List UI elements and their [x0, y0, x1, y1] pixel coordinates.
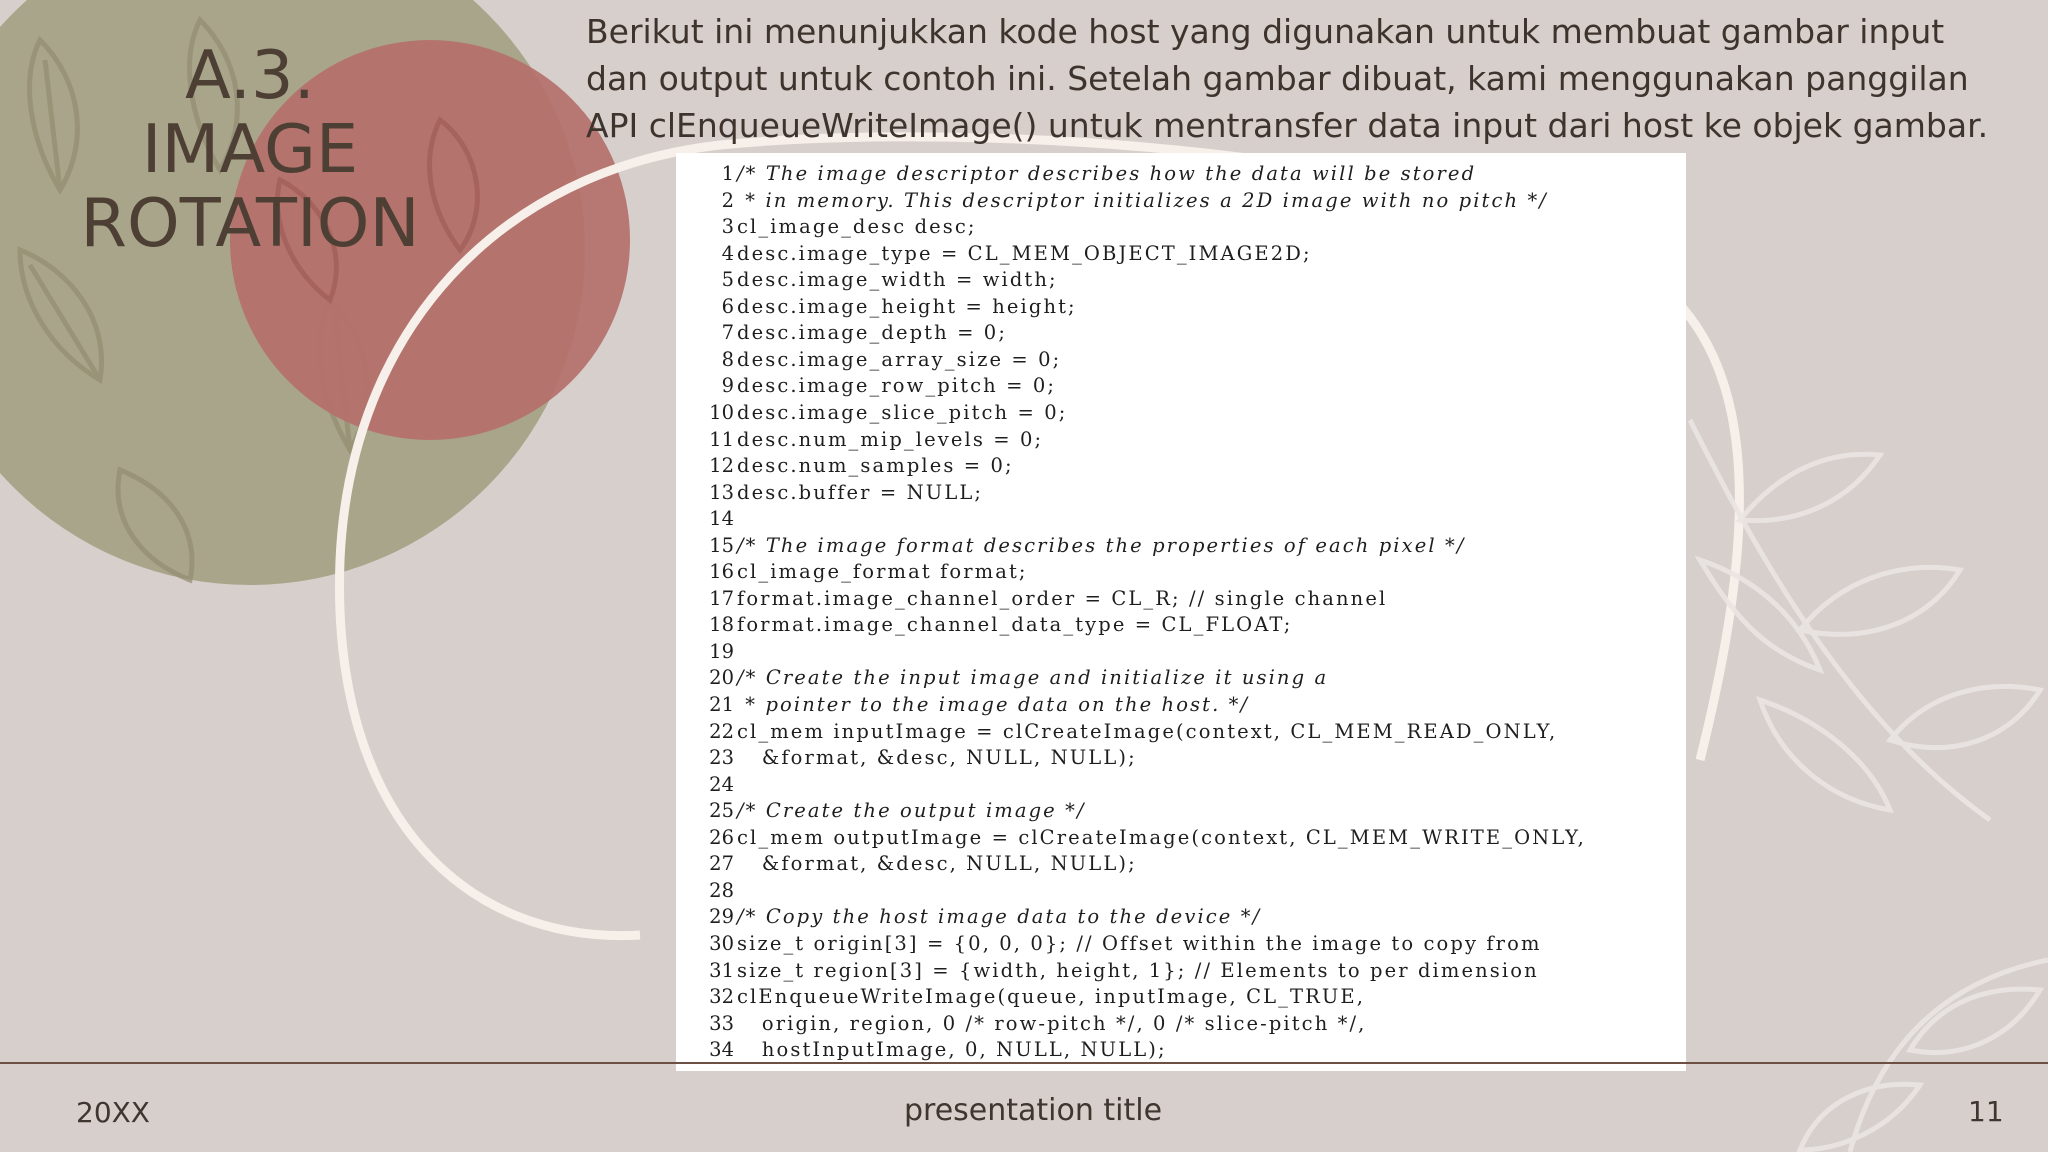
- line-number: 12: [709, 454, 734, 478]
- code-text: desc.image_width = width;: [737, 268, 1058, 292]
- code-text: desc.num_samples = 0;: [737, 454, 1014, 478]
- line-number: 17: [709, 586, 734, 610]
- code-line: [676, 454, 1686, 481]
- code-text: /* Create the output image */: [737, 799, 1086, 823]
- line-number: 11: [709, 427, 734, 451]
- code-line: [676, 268, 1686, 295]
- code-line: [676, 640, 1686, 667]
- code-line: [676, 852, 1686, 879]
- code-text: clEnqueueWriteImage(queue, inputImage, CL_TRUE,: [737, 985, 1366, 1009]
- line-number: 13: [709, 480, 734, 504]
- intro-paragraph: Berikut ini menunjukkan kode host yang digunakan untuk membuat gambar input dan output untuk contoh ini. Setelah gambar dibuat, kami menggunakan panggilan API clEnqueueWriteImage() untuk mentransfer data input dari host ke objek gambar.: [586, 12, 1989, 145]
- code-text: /* The image format describes the properties of each pixel */: [737, 533, 1466, 557]
- code-line: [676, 720, 1686, 747]
- code-text: /* Create the input image and initialize it using a: [737, 666, 1329, 690]
- code-line: [676, 985, 1686, 1012]
- title-line: A.3.: [185, 36, 315, 114]
- line-number: 9: [721, 374, 734, 398]
- code-line: [676, 374, 1686, 401]
- line-number: 33: [709, 1011, 734, 1035]
- code-text: size_t region[3] = {width, height, 1}; // Elements to per dimension: [737, 958, 1539, 982]
- line-number: 2: [721, 188, 734, 212]
- line-number: 14: [709, 507, 734, 531]
- code-text: cl_mem inputImage = clCreateImage(context, CL_MEM_READ_ONLY,: [737, 719, 1558, 743]
- code-line: [676, 932, 1686, 959]
- code-line: [676, 826, 1686, 853]
- code-line: [676, 666, 1686, 693]
- code-line: [676, 773, 1686, 800]
- code-line: [676, 905, 1686, 932]
- code-text: /* The image descriptor describes how the data will be stored: [737, 162, 1477, 185]
- code-line: [676, 215, 1686, 242]
- line-number: 31: [709, 958, 734, 982]
- line-number: 24: [709, 772, 734, 796]
- code-text: origin, region, 0 /* row-pitch */, 0 /* slice-pitch */,: [737, 1011, 1367, 1035]
- code-line: [676, 693, 1686, 720]
- code-line: [676, 507, 1686, 534]
- code-line: [676, 560, 1686, 587]
- code-text: format.image_channel_order = CL_R; // single channel: [737, 586, 1388, 610]
- code-text: desc.image_type = CL_MEM_OBJECT_IMAGE2D;: [737, 241, 1312, 265]
- code-line: [676, 481, 1686, 508]
- line-number: 3: [721, 215, 734, 239]
- code-text: size_t origin[3] = {0, 0, 0}; // Offset within the image to copy from: [737, 931, 1542, 955]
- line-number: 27: [709, 852, 734, 876]
- line-number: 21: [709, 693, 734, 716]
- code-text: /* Copy the host image data to the device */: [737, 905, 1262, 929]
- code-text: cl_mem outputImage = clCreateImage(context, CL_MEM_WRITE_ONLY,: [737, 825, 1586, 849]
- code-text: &format, &desc, NULL, NULL);: [737, 746, 1137, 770]
- line-number: 26: [709, 825, 734, 849]
- footer-presentation-title: presentation title: [904, 1093, 1163, 1128]
- code-line: [676, 959, 1686, 986]
- code-line: [676, 295, 1686, 322]
- title-line: IMAGE: [141, 110, 359, 188]
- code-line: [676, 428, 1686, 455]
- footer-page-number: 11: [1968, 1095, 2004, 1128]
- line-number: 29: [709, 905, 734, 929]
- code-text: hostInputImage, 0, NULL, NULL);: [737, 1038, 1167, 1062]
- code-text: desc.num_mip_levels = 0;: [737, 427, 1044, 451]
- line-number: 15: [709, 533, 734, 557]
- code-text: cl_image_format format;: [737, 560, 1028, 584]
- code-text: desc.image_depth = 0;: [737, 321, 1007, 345]
- code-line: [676, 1012, 1686, 1039]
- code-text: desc.buffer = NULL;: [737, 480, 984, 504]
- code-line: [676, 348, 1686, 375]
- code-listing-image: [676, 153, 1686, 1071]
- code-line: [676, 534, 1686, 561]
- leaf-pattern-right: [1690, 420, 2048, 1152]
- line-number: 34: [709, 1038, 734, 1062]
- line-number: 7: [721, 321, 734, 345]
- code-text: * in memory. This descriptor initializes a 2D image with no pitch */: [737, 188, 1548, 212]
- code-line: [676, 613, 1686, 640]
- line-number: 4: [721, 241, 734, 265]
- footer-date: 20XX: [76, 1096, 150, 1129]
- slide-title: [40, 38, 460, 260]
- line-number: 19: [709, 639, 734, 663]
- line-number: 30: [709, 931, 734, 955]
- code-text: format.image_channel_data_type = CL_FLOAT;: [737, 613, 1293, 637]
- code-text: * pointer to the image data on the host. */: [737, 693, 1250, 716]
- code-line: [676, 242, 1686, 269]
- line-number: 10: [709, 400, 734, 424]
- code-text: desc.image_height = height;: [737, 294, 1077, 318]
- line-number: 18: [709, 613, 734, 637]
- code-line: [676, 321, 1686, 348]
- line-number: 22: [709, 719, 734, 743]
- line-number: 16: [709, 560, 734, 584]
- line-number: 20: [709, 666, 734, 690]
- code-line: [676, 879, 1686, 906]
- line-number: 8: [721, 347, 734, 371]
- code-line: [676, 189, 1686, 216]
- line-number: 6: [721, 294, 734, 318]
- line-number: 23: [709, 746, 734, 770]
- code-text: desc.image_slice_pitch = 0;: [737, 400, 1068, 424]
- code-line: [676, 587, 1686, 614]
- line-number: 25: [709, 799, 734, 823]
- code-line: [676, 401, 1686, 428]
- line-number: 1: [721, 162, 734, 185]
- line-number: 28: [709, 878, 734, 902]
- code-text: cl_image_desc desc;: [737, 215, 977, 239]
- title-line: ROTATION: [80, 184, 420, 262]
- line-number: 5: [721, 268, 734, 292]
- code-line: [676, 162, 1686, 189]
- code-text: desc.image_row_pitch = 0;: [737, 374, 1057, 398]
- line-number: 32: [709, 985, 734, 1009]
- code-line: [676, 799, 1686, 826]
- footer-divider: [0, 1062, 2048, 1064]
- code-text: desc.image_array_size = 0;: [737, 347, 1062, 371]
- code-line: [676, 746, 1686, 773]
- code-text: &format, &desc, NULL, NULL);: [737, 852, 1137, 876]
